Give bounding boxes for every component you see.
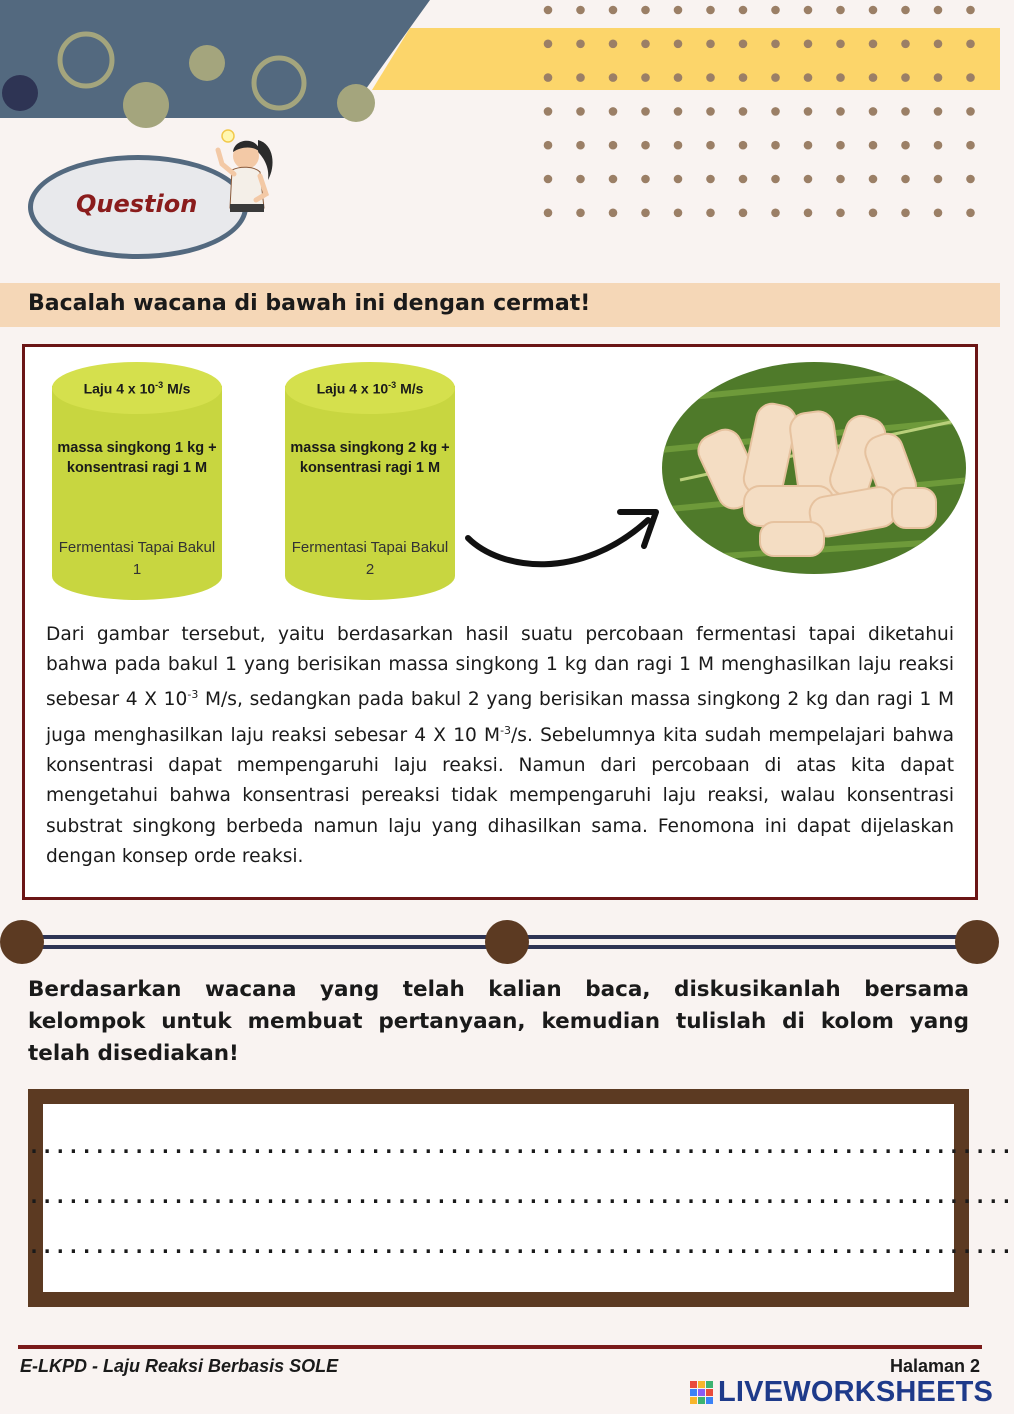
- decor-dot: [966, 6, 975, 15]
- decor-dot: [609, 141, 618, 150]
- decor-dot: [739, 209, 748, 218]
- decor-dot: [674, 107, 683, 116]
- decor-dot: [901, 107, 910, 116]
- decor-dot: [674, 175, 683, 184]
- decor-dot: [706, 40, 715, 49]
- decor-dot: [836, 73, 845, 82]
- liveworksheets-icon: [690, 1381, 714, 1405]
- tapai-photo: [660, 360, 970, 580]
- decor-dot: [544, 40, 553, 49]
- decor-dot: [576, 175, 585, 184]
- decor-dot: [544, 141, 553, 150]
- decor-dot: [576, 107, 585, 116]
- decor-dot: [934, 175, 943, 184]
- decor-dot: [804, 141, 813, 150]
- decor-dot: [966, 73, 975, 82]
- decor-dot: [609, 175, 618, 184]
- decor-dot: [706, 141, 715, 150]
- decor-dot: [674, 141, 683, 150]
- decor-dot: [544, 209, 553, 218]
- decor-dot: [901, 141, 910, 150]
- decor-dot: [609, 73, 618, 82]
- decor-dot: [576, 40, 585, 49]
- decor-dot: [804, 209, 813, 218]
- decor-dot: [869, 40, 878, 49]
- curved-arrow-icon: [460, 490, 670, 580]
- decor-dot: [934, 107, 943, 116]
- decor-dot: [674, 40, 683, 49]
- can-1-rate: Laju 4 x $10^{-3}$ M/s: [83, 380, 191, 397]
- decor-dot: [836, 6, 845, 15]
- decor-dot: [641, 40, 650, 49]
- decor-dot: [576, 73, 585, 82]
- decor-dot: [706, 175, 715, 184]
- decor-dot: [836, 209, 845, 218]
- passage-text: Dari gambar tersebut, yaitu berdasarkan hasil suatu percobaan fermentasi tapai diketahui bahwa pada bakul 1 yang berisikan massa singkong 1 kg dan ragi 1 M menghasilkan laju reaksi sebesar 4 X $10^{-3}$ M/s, sedangkan pada bakul 2 yang berisikan massa singkong 2 kg dan ragi 1 M juga menghasilkan laju reaksi sebesar 4 X 10 $M^{-3}/s$. Sebelumnya kita sudah mempelajari bahwa konsentrasi dapat mempengaruhi laju reaksi. Namun dari percobaan di atas kita dapat mengetahui bahwa konsentrasi pereaksi tidak mempengaruhi laju reaksi, walau konsentrasi substrat singkong berbeda namun laju yang dihasilkan sama. Fenomona ini dapat dijelaskan dengan konsep orde reaksi.: [46, 624, 955, 867]
- decor-dot: [641, 175, 650, 184]
- decor-dot: [966, 107, 975, 116]
- decor-dot: [706, 73, 715, 82]
- liveworksheets-logo[interactable]: [690, 1376, 993, 1409]
- decor-dot: [934, 73, 943, 82]
- decor-dot: [869, 209, 878, 218]
- decor-dot: [609, 107, 618, 116]
- decor-dot: [641, 107, 650, 116]
- decor-dot: [804, 73, 813, 82]
- answer-line-1[interactable]: ...........................................................................: [28, 1134, 1014, 1158]
- decor-dot: [739, 175, 748, 184]
- decor-dot: [739, 6, 748, 15]
- decor-dot: [869, 73, 878, 82]
- decor-dot: [641, 141, 650, 150]
- decor-dot: [804, 175, 813, 184]
- can-1-mass: massa singkong 1 kg + konsentrasi ragi 1 M: [57, 440, 217, 476]
- can-2-mass: massa singkong 2 kg + konsentrasi ragi 1 M: [290, 440, 450, 476]
- decor-dot: [966, 40, 975, 49]
- decor-dot: [771, 107, 780, 116]
- decor-dot: [771, 73, 780, 82]
- decor-dot: [771, 6, 780, 15]
- decor-dot: [901, 6, 910, 15]
- decor-dot: [609, 6, 618, 15]
- decor-dot: [934, 141, 943, 150]
- decor-dot: [771, 209, 780, 218]
- decor-dot: [901, 209, 910, 218]
- decor-dot: [901, 73, 910, 82]
- decor-dot: [609, 40, 618, 49]
- section-label: Question: [76, 190, 198, 218]
- can-2-rate: Laju 4 x $10^{-3}$ M/s: [316, 380, 424, 397]
- decor-dot: [739, 73, 748, 82]
- decor-dot: [869, 6, 878, 15]
- decor-dot: [804, 40, 813, 49]
- section-divider: [0, 915, 1000, 969]
- decor-dot: [869, 175, 878, 184]
- answer-line-2[interactable]: ...........................................................................: [28, 1184, 1014, 1208]
- task-instruction: Berdasarkan wacana yang telah kalian baca, diskusikanlah bersama kelompok untuk membuat pertanyaan, kemudian tulislah di kolom yang telah disediakan!: [28, 977, 969, 1066]
- decor-dot: [966, 209, 975, 218]
- decor-dot: [934, 6, 943, 15]
- decor-dot: [739, 107, 748, 116]
- decor-dot: [836, 141, 845, 150]
- decor-dot: [674, 209, 683, 218]
- decor-dot: [934, 209, 943, 218]
- decor-dot: [901, 40, 910, 49]
- decor-dot: [641, 209, 650, 218]
- decor-dot: [836, 175, 845, 184]
- decor-dot: [804, 107, 813, 116]
- decor-dot: [934, 40, 943, 49]
- instruction-text: Bacalah wacana di bawah ini dengan cermat!: [28, 291, 591, 316]
- decor-dot: [609, 209, 618, 218]
- decor-dot: [771, 40, 780, 49]
- decor-dot: [576, 209, 585, 218]
- decor-dot: [804, 6, 813, 15]
- decor-dot: [674, 6, 683, 15]
- can-1-label: Fermentasi Tapai Bakul 1: [58, 539, 216, 578]
- decor-dot: [901, 175, 910, 184]
- decor-dot: [771, 141, 780, 150]
- brand-name: LIVEWORKSHEETS: [718, 1376, 994, 1408]
- footer-document-title: E-LKPD - Laju Reaksi Berbasis SOLE: [20, 1356, 339, 1376]
- footer-page-number: Halaman 2: [889, 1356, 980, 1376]
- decor-dot: [641, 73, 650, 82]
- decor-dot: [576, 6, 585, 15]
- decor-dot: [544, 6, 553, 15]
- decor-dot: [869, 141, 878, 150]
- decor-dot: [706, 6, 715, 15]
- can-2-label: Fermentasi Tapai Bakul 2: [291, 539, 449, 578]
- decor-dot: [739, 141, 748, 150]
- decor-dot: [544, 73, 553, 82]
- decor-dot: [869, 107, 878, 116]
- decor-dot: [544, 107, 553, 116]
- decor-dot: [544, 175, 553, 184]
- footer-rule: [18, 1345, 982, 1349]
- decor-dot: [706, 107, 715, 116]
- decor-dot: [706, 209, 715, 218]
- answer-line-3[interactable]: ...........................................................................: [28, 1234, 1014, 1258]
- decor-dot: [576, 141, 585, 150]
- decor-dot: [739, 40, 748, 49]
- decor-dot: [836, 107, 845, 116]
- student-illustration: [200, 126, 282, 222]
- decor-dot: [641, 6, 650, 15]
- decor-dot: [836, 40, 845, 49]
- decor-dot: [966, 141, 975, 150]
- decor-dot: [674, 73, 683, 82]
- decor-dot: [771, 175, 780, 184]
- decor-dot: [966, 175, 975, 184]
